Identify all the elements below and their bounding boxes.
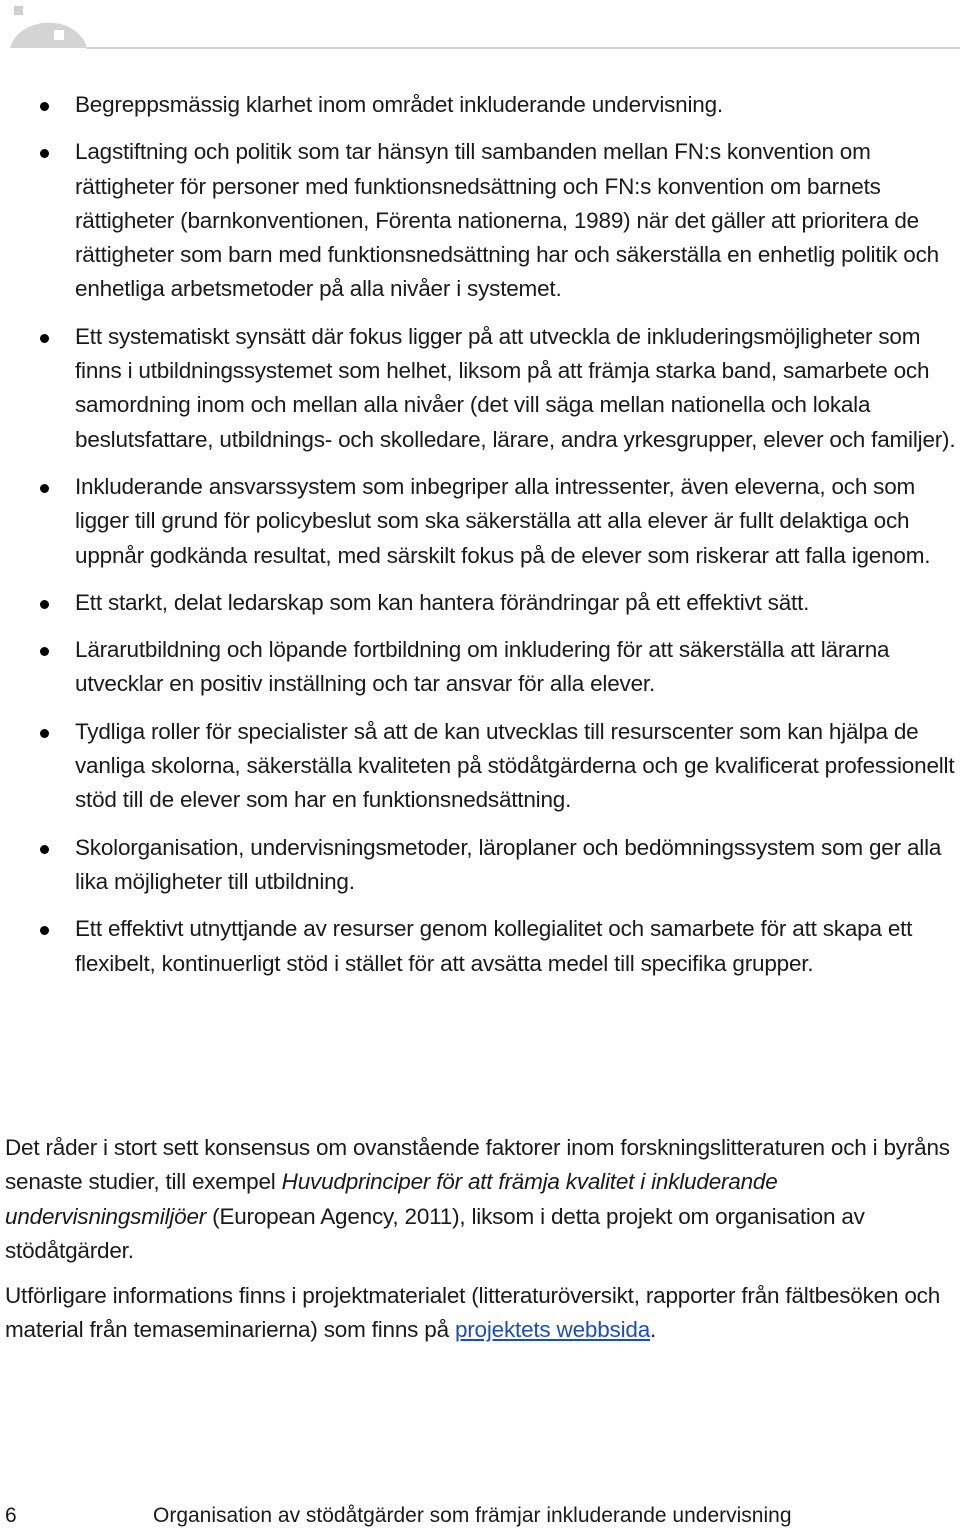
footer-title: Organisation av stödåtgärder som främjar inkluderande undervisning — [153, 1504, 792, 1527]
bullet-icon — [40, 600, 49, 609]
consensus-paragraph — [5, 1131, 955, 1268]
list-item — [0, 586, 960, 620]
bullet-icon — [40, 102, 49, 111]
list-item — [0, 470, 960, 573]
bullet-icon — [40, 647, 49, 656]
paragraph-text: Det råder i stort sett konsensus om ovanstående faktorer inom forskningslitteraturen och i byråns senaste studier, till exempel — [5, 1135, 950, 1195]
bullet-icon — [40, 334, 49, 343]
project-website-link[interactable]: projektets webbsida — [454, 1317, 651, 1343]
list-item-text: Inkluderande ansvarssystem som inbegriper alla intressenter, även eleverna, och som ligger till grund för policybeslut som ska säkerställa att alla elever är fullt delaktiga och uppnår godkända resultat, med särskilt fokus på de elever som riskerar att falla igenom. — [75, 473, 931, 568]
bullet-icon — [40, 484, 49, 493]
list-item — [0, 320, 960, 457]
list-item — [0, 633, 960, 702]
bullet-icon — [40, 149, 49, 158]
body-text — [5, 1131, 955, 1359]
page-number: 6 — [5, 1504, 17, 1527]
bullet-icon — [40, 926, 49, 935]
list-item — [0, 135, 960, 306]
factor-list — [0, 88, 960, 994]
more-info-paragraph — [5, 1279, 955, 1348]
list-item-text: Skolorganisation, undervisningsmetoder, läroplaner och bedömningssystem som ger alla lika möjligheter till utbildning. — [75, 834, 942, 894]
list-item-text: Lärarutbildning och löpande fortbildning om inkludering för att säkerställa att lärarna utvecklar en positiv inställning och tar ansvar för alla elever. — [75, 637, 890, 697]
list-item-text: Lagstiftning och politik som tar hänsyn till sambanden mellan FN:s konvention om rättigheter för personer med funktionsnedsättning och FN:s konvention om barnets rättigheter (barnkonventionen, Förenta nationerna, 1989) när det gäller att prioritera de rättigheter som barn med funktionsnedsättning har och säkerställa en enhetlig politik och enhetliga arbetsmetoder på alla nivåer i systemet. — [75, 139, 939, 302]
paragraph-text: Utförligare informations finns i projektmaterialet (litteraturöversikt, rapporter från fältbesöken och material från temaseminarierna) som finns på — [5, 1283, 941, 1343]
list-item — [0, 912, 960, 981]
list-item-text: Ett starkt, delat ledarskap som kan hantera förändringar på ett effektivt sätt. — [75, 589, 810, 615]
list-item — [0, 831, 960, 900]
paragraph-text: . — [650, 1317, 657, 1343]
list-item — [0, 715, 960, 818]
page-footer — [0, 1500, 960, 1531]
bullet-icon — [40, 729, 49, 738]
list-item-text: Tydliga roller för specialister så att de kan utvecklas till resurscenter som kan hjälpa de vanliga skolorna, säkerställa kvaliteten på stödåtgärderna och ge kvalificerat professionellt stöd till de elever som har en funktionsnedsättning. — [75, 718, 955, 813]
bullet-icon — [40, 845, 49, 854]
list-item-text: Begreppsmässig klarhet inom området inkluderande undervisning. — [75, 92, 723, 117]
paragraph-text: (European Agency, 2011), liksom i detta projekt om organisation av stödåtgärder. — [5, 1203, 865, 1263]
list-item-text: Ett systematiskt synsätt där fokus ligger på att utveckla de inkluderingsmöjligheter som finns i utbildningssystemet som helhet, liksom på att främja starka band, samarbete och samordning inom och mellan alla nivåer (det vill säga mellan nationella och lokala beslutsfattare, utbildnings- och skolledare, lärare, andra yrkesgrupper, elever och familjer). — [75, 323, 956, 452]
publication-title: Huvudprinciper för att främja kvalitet i inkluderande undervisningsmiljöer — [5, 1169, 778, 1229]
list-item — [0, 88, 960, 122]
agency-logo — [0, 0, 960, 52]
list-item-text: Ett effektivt utnyttjande av resurser genom kollegialitet och samarbete för att skapa ett flexibelt, kontinuerligt stöd i stället för att avsätta medel till specifika grupper. — [75, 916, 913, 976]
